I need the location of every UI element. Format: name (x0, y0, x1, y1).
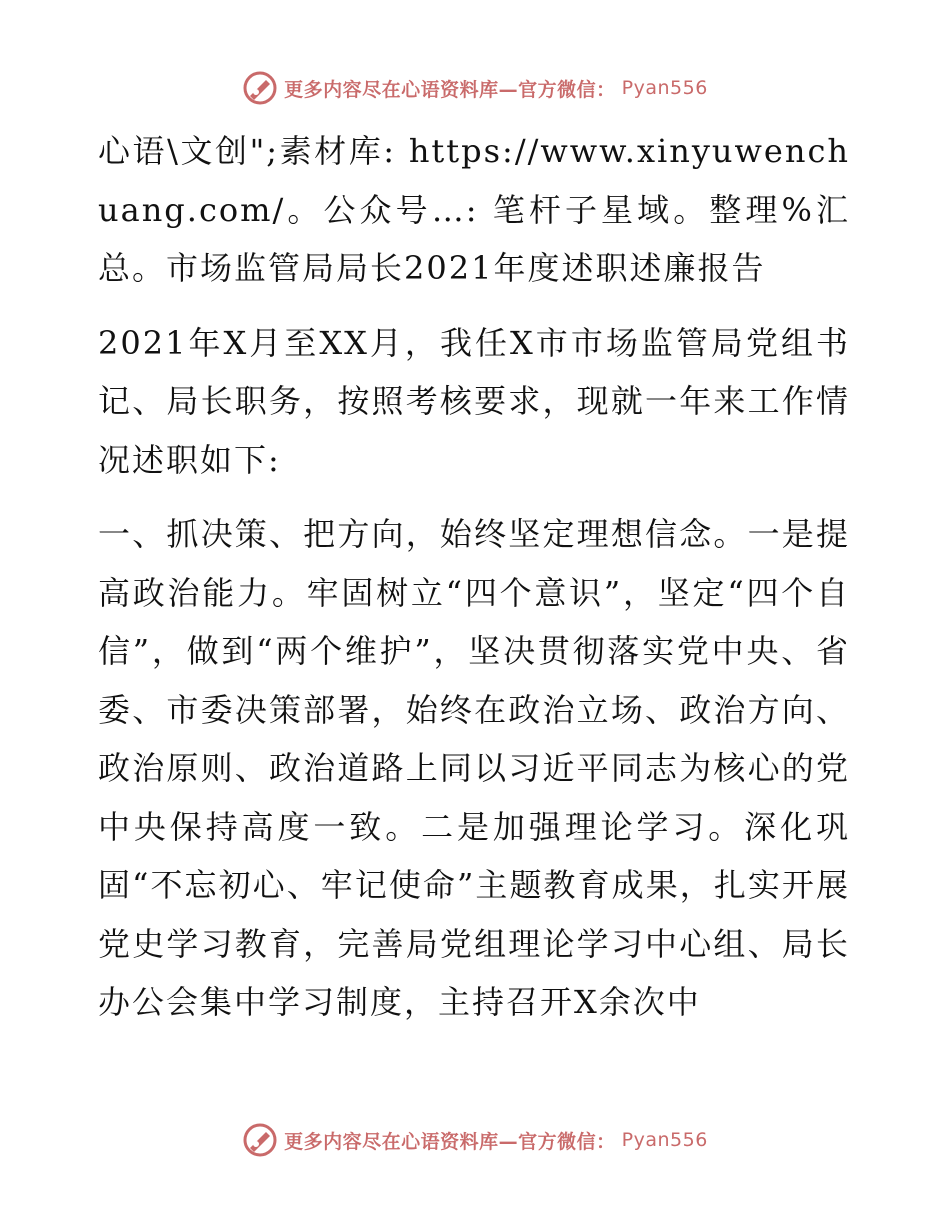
pen-logo-icon (242, 70, 278, 106)
header-watermark (0, 68, 950, 108)
footer-watermark (0, 1120, 950, 1160)
paragraph-section-one: 一、抓决策、把方向，始终坚定理想信念。一是提高政治能力。牢固树立“四个意识”，坚定“四个自信”，做到“两个维护”，坚决贯彻落实党中央、省委、市委决策部署，始终在政治立场、政治方向、政治原则、政治道路上同以习近平同志为核心的党中央保持高度一致。二是加强理论学习。深化巩固“不忘初心、牢记使命”主题教育成果，扎实开展党史学习教育，完善局党组理论学习中心组、局长办公会集中学习制度，主持召开X余次中 (98, 515, 850, 1021)
paragraph-intro: 2021年X月至XX月，我任X市市场监管局党组书记、局长职务，按照考核要求，现就一年来工作情况述职如下: (98, 323, 850, 479)
watermark-text: 更多内容尽在心语资料库—官方微信： (284, 1130, 616, 1153)
watermark-text: 更多内容尽在心语资料库—官方微信： (284, 78, 616, 101)
watermark-id: Pyan556 (621, 77, 708, 99)
document-body (98, 122, 850, 1048)
paragraph-title: 心语\文创";素材库: https://www.xinyuwenchuang.com/。公众号…: 笔杆子星域。整理%汇总。市场监管局局长2021年度述职述廉报告 (98, 132, 850, 287)
watermark-id: Pyan556 (621, 1129, 708, 1151)
pen-logo-icon (242, 1122, 278, 1158)
